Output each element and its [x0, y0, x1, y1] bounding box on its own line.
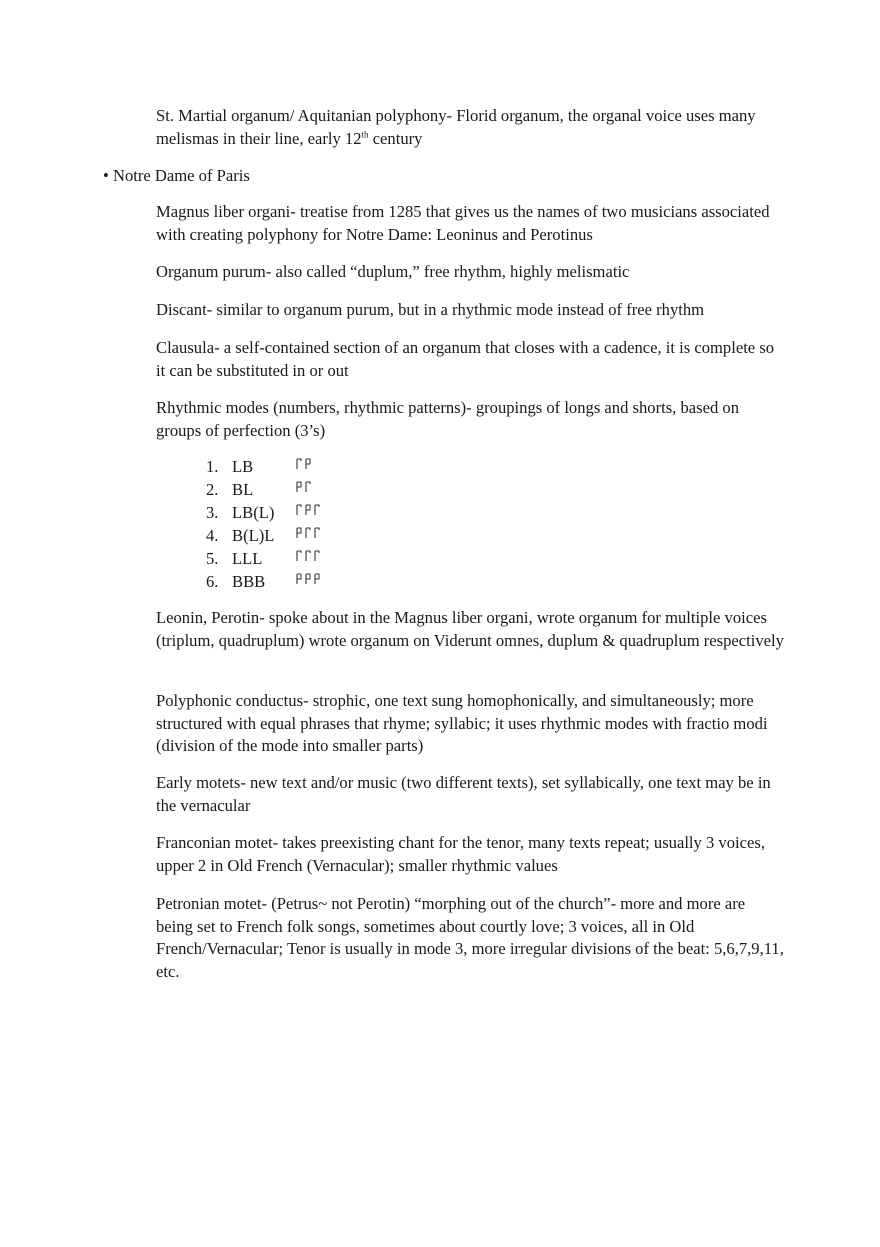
bullet-marker: • [103, 166, 109, 185]
mode-notation-icon [294, 455, 334, 478]
mode-label: LLL [232, 549, 263, 568]
mode-notation-icon [294, 524, 334, 547]
longa-note-icon [306, 551, 310, 561]
mode-label: B(L)L [232, 526, 275, 545]
breve-note-icon [306, 574, 310, 584]
mode-notation-icon [294, 501, 334, 524]
mode-number: 1. [206, 457, 219, 476]
breve-note-icon [306, 505, 310, 515]
mode-label: LB [232, 457, 254, 476]
longa-note-icon [297, 459, 301, 469]
st-martial-text: St. Martial organum/ Aquitanian polyphony- Florid organum, the organal voice uses many melismas in their line, early 12 [156, 106, 756, 148]
rhythmic-mode-item [206, 478, 292, 501]
notre-dame-heading [103, 165, 250, 188]
mode-notation-icon [294, 570, 334, 593]
discant-paragraph: Discant- similar to organum purum, but in a rhythmic mode instead of free rhythm [156, 300, 705, 319]
mode-notation-icon [294, 478, 334, 501]
st-martial-paragraph [156, 105, 786, 150]
mode-number: 5. [206, 549, 219, 568]
breve-note-icon [297, 482, 301, 492]
franconian-motet-paragraph: Franconian motet- takes preexisting chant for the tenor, many texts repeat; usually 3 voices, upper 2 in Old French (Vernacular); smaller rhythmic values [156, 833, 765, 875]
superscript-th: th [361, 128, 369, 139]
longa-note-icon [315, 505, 319, 515]
breve-note-icon [297, 528, 301, 538]
mode-label: BBB [232, 572, 266, 591]
longa-note-icon [297, 551, 301, 561]
st-martial-text-end: century [368, 128, 423, 148]
early-motets-paragraph: Early motets- new text and/or music (two different texts), set syllabically, one text may be in the vernacular [156, 773, 771, 815]
organum-purum-paragraph: Organum purum- also called “duplum,” free rhythm, highly melismatic [156, 262, 630, 281]
mode-number: 2. [206, 480, 219, 499]
mode-number: 3. [206, 503, 219, 522]
breve-note-icon [315, 574, 319, 584]
notre-dame-label: Notre Dame of Paris [112, 166, 250, 185]
clausula-paragraph: Clausula- a self-contained section of an organum that closes with a cadence, it is complete so it can be substituted in or out [156, 338, 775, 380]
mode-number: 4. [206, 526, 219, 545]
polyphonic-conductus-paragraph: Polyphonic conductus- strophic, one text sung homophonically, and simultaneously; more structured with equal phrases that rhyme; syllabic; it uses rhythmic modes with fractio modi (division of the mode into smaller parts) [156, 691, 768, 755]
leonin-perotin-paragraph: Leonin, Perotin- spoke about in the Magnus liber organi, wrote organum for multiple voices (triplum, quadruplum) wrote organum on Viderunt omnes, duplum & quadruplum respectively [156, 608, 784, 650]
rhythmic-modes-list [206, 455, 292, 593]
breve-note-icon [306, 459, 310, 469]
mode-label: LB(L) [232, 503, 275, 522]
mode-number: 6. [206, 572, 219, 591]
rhythmic-mode-item [206, 524, 292, 547]
petronian-motet-paragraph: Petronian motet- (Petrus~ not Perotin) “morphing out of the church”- more and more are being set to French folk songs, sometimes about courtly love; 3 voices, all in Old French/Vernacular; Tenor is usually in mode 3, more irregular divisions of the beat: 5,6,7,9,11, etc. [156, 894, 784, 981]
longa-note-icon [315, 528, 319, 538]
rhythmic-mode-item [206, 455, 292, 478]
mode-label: BL [232, 480, 254, 499]
longa-note-icon [306, 528, 310, 538]
rhythmic-mode-item [206, 501, 292, 524]
longa-note-icon [315, 551, 319, 561]
rhythmic-mode-item [206, 570, 292, 593]
longa-note-icon [306, 482, 310, 492]
rhythmic-mode-item [206, 547, 292, 570]
breve-note-icon [297, 574, 301, 584]
longa-note-icon [297, 505, 301, 515]
magnus-liber-paragraph: Magnus liber organi- treatise from 1285 that gives us the names of two musicians associated with creating polyphony for Notre Dame: Leoninus and Perotinus [156, 202, 770, 244]
rhythmic-modes-paragraph: Rhythmic modes (numbers, rhythmic patterns)- groupings of longs and shorts, based on groups of perfection (3’s) [156, 398, 740, 440]
mode-notation-icon [294, 547, 334, 570]
